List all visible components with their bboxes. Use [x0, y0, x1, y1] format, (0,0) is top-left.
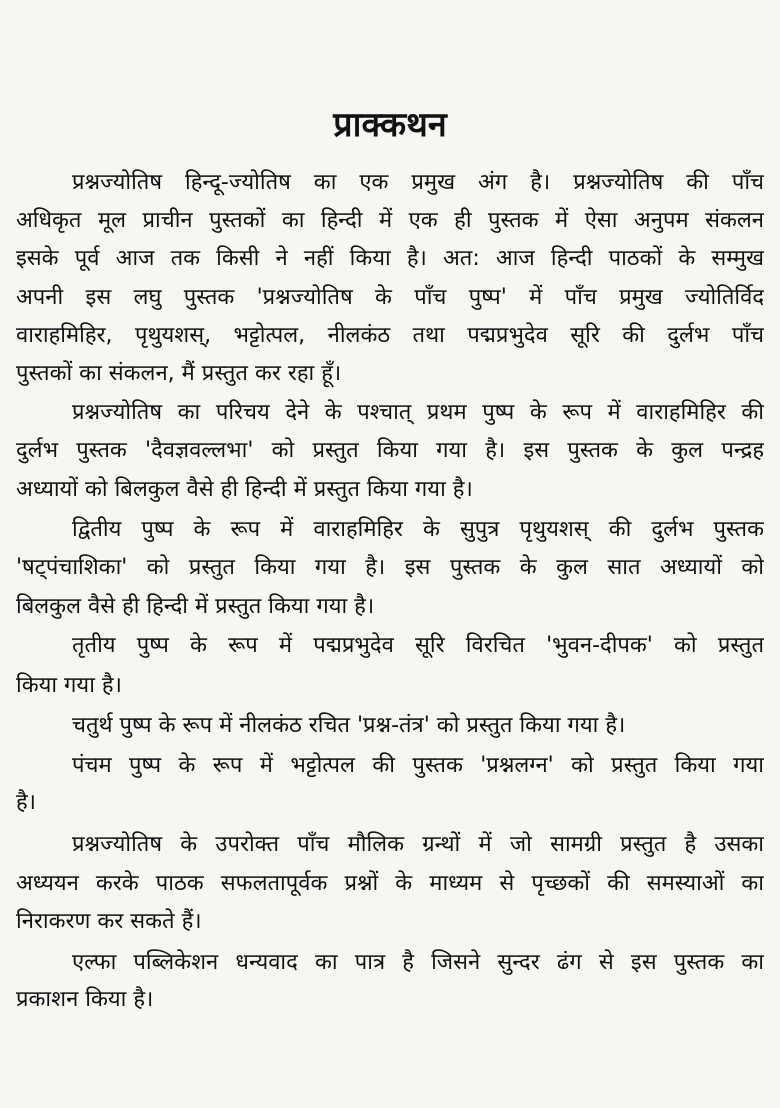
- text-line: तृतीय पुष्प के रूप में पद्मप्रभुदेव सूरि विरचित 'भुवन-दीपक' को प्रस्तुत: [72, 633, 764, 658]
- text-line: इसके पूर्व आज तक किसी ने नहीं किया है। अत: आज हिन्दी पाठकों के सम्मुख: [16, 246, 764, 271]
- text-line: बिलकुल वैसे ही हिन्दी में प्रस्तुत किया गया है।: [16, 594, 375, 619]
- text-line: एल्फा पब्लिकेशन धन्यवाद का पात्र है जिसने सुन्दर ढंग से इस पुस्तक का: [72, 950, 764, 975]
- text-line: द्वितीय पुष्प के रूप में वाराहमिहिर के सुपुत्र पृथुयशस् की दुर्लभ पुस्तक: [72, 517, 764, 542]
- text-line: वाराहमिहिर, पृथुयशस्, भट्टोत्पल, नीलकंठ तथा पद्मप्रभुदेव सूरि की दुर्लभ पाँच: [16, 323, 764, 348]
- text-line: प्रकाशन किया है।: [16, 987, 154, 1012]
- text-line: पुस्तकों का संकलन, मैं प्रस्तुत कर रहा हूँ।: [16, 361, 342, 386]
- text-line: अपनी इस लघु पुस्तक 'प्रश्नज्योतिष के पाँच पुष्प' में पाँच प्रमुख ज्योतिर्विद: [16, 285, 764, 310]
- text-line: किया गया है।: [16, 673, 122, 698]
- text-line: पंचम पुष्प के रूप में भट्टोत्पल की पुस्तक 'प्रश्नलग्न' को प्रस्तुत किया गया: [72, 753, 764, 778]
- text-line: प्रश्नज्योतिष के उपरोक्त पाँच मौलिक ग्रन्थों में जो सामग्री प्रस्तुत है उसका: [72, 832, 764, 857]
- page-title: प्राक्कथन: [333, 105, 447, 145]
- text-line: निराकरण कर सकते हैं।: [16, 909, 202, 934]
- text-line: अध्यायों को बिलकुल वैसे ही हिन्दी में प्रस्तुत किया गया है।: [16, 477, 473, 502]
- text-line: अध्ययन करके पाठक सफलतापूर्वक प्रश्नों के माध्यम से पृच्छकों की समस्याओं का: [16, 871, 764, 896]
- text-line: 'षट्पंचाशिका' को प्रस्तुत किया गया है। इस पुस्तक के कुल सात अध्यायों को: [16, 555, 764, 580]
- text-line: प्रश्नज्योतिष हिन्दू-ज्योतिष का एक प्रमुख अंग है। प्रश्नज्योतिष की पाँच: [72, 170, 764, 195]
- text-line: दुर्लभ पुस्तक 'दैवज्ञवल्लभा' को प्रस्तुत किया गया है। इस पुस्तक के कुल पन्द्रह: [16, 438, 764, 463]
- text-line: प्रश्नज्योतिष का परिचय देने के पश्चात् प्रथम पुष्प के रूप में वाराहमिहिर की: [72, 400, 764, 425]
- text-line: चतुर्थ पुष्प के रूप में नीलकंठ रचित 'प्रश्न-तंत्र' को प्रस्तुत किया गया है।: [72, 713, 626, 738]
- text-line: है।: [16, 790, 37, 815]
- text-line: अधिकृत मूल प्राचीन पुस्तकों का हिन्दी में एक ही पुस्तक में ऐसा अनुपम संकलन: [16, 208, 764, 233]
